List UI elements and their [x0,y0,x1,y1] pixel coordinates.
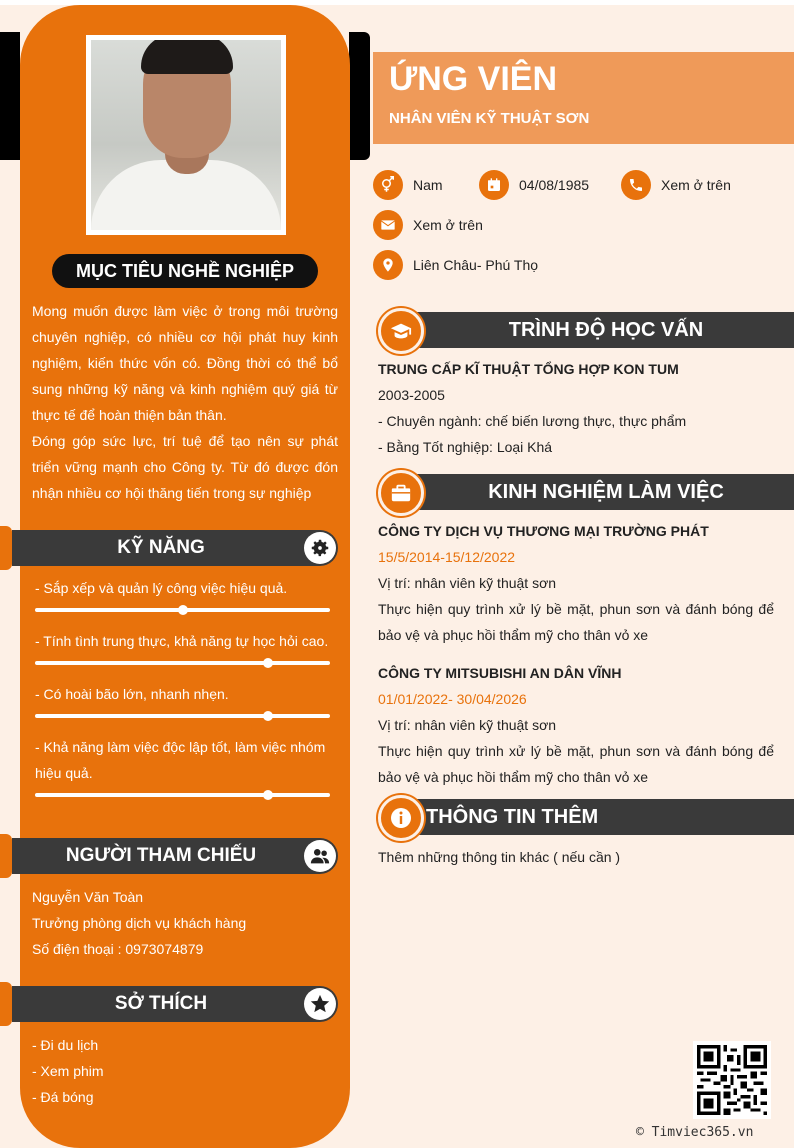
job-2-period: 01/01/2022- 30/04/2026 [378,691,527,707]
copyright: © Timviec365.vn [636,1125,754,1140]
decor-black-right [349,32,370,160]
graduation-cap-icon [378,308,424,354]
education-degree: - Bằng Tốt nghiệp: Loại Khá [378,439,553,455]
sidebar [20,5,350,1148]
education-title: TRÌNH ĐỘ HỌC VẤN [508,319,704,341]
star-icon [304,988,336,1020]
skill-4: - Khả năng làm việc độc lập tốt, làm việc nhóm hiệu quả. [35,739,326,781]
skill-3: - Có hoài bão lớn, nhanh nhẹn. [35,686,229,702]
hobbies-title: SỞ THÍCH [114,993,208,1014]
references-header [12,838,338,874]
address-value: Liên Châu- Phú Thọ [413,257,539,273]
contact-address [373,250,538,280]
users-icon [304,840,336,872]
skills-title: KỸ NĂNG [117,537,205,558]
qr-code [693,1041,771,1119]
contact-email [373,210,483,240]
education-period: 2003-2005 [378,387,445,403]
candidate-name: ỨNG VIÊN [389,60,558,98]
skills-header [12,530,338,566]
phone-value: Xem ở trên [661,177,731,193]
experience-title: KINH NGHIỆM LÀM VIỆC [488,481,724,503]
hobby-3: - Đá bóng [32,1089,94,1105]
job-1-company: CÔNG TY DỊCH VỤ THƯƠNG MẠI TRƯỜNG PHÁT [378,523,709,539]
hobbies-header [12,986,338,1022]
calendar-icon [479,170,509,200]
decor-tab-hobbies [0,982,12,1026]
skill-1-knob [178,605,188,615]
hobby-1: - Đi du lịch [32,1037,99,1053]
education-school: TRUNG CẤP KĨ THUẬT TỔNG HỢP KON TUM [378,361,679,377]
name-banner [373,52,794,144]
skill-1: - Sắp xếp và quản lý công việc hiệu quả. [35,580,288,596]
job-2-description: Thực hiện quy trình xử lý bề mặt, phun sơn và đánh bóng để bảo vệ và phục hồi thẩm mỹ cho thân vỏ xe [378,743,774,785]
experience-job-1 [378,518,774,648]
email-value: Xem ở trên [413,217,483,233]
education-entry [378,356,774,460]
skill-2-knob [263,658,273,668]
location-icon [373,250,403,280]
contact-phone [621,170,731,200]
additional-header [378,795,794,837]
job-1-position: Vị trí: nhân viên kỹ thuật sơn [378,575,557,591]
reference-position: Trưởng phòng dịch vụ khách hàng [32,915,247,931]
job-2-company: CÔNG TY MITSUBISHI AN DÂN VĨNH [378,665,622,681]
gear-icon [304,532,336,564]
references-title: NGƯỜI THAM CHIẾU [65,845,257,866]
objective-paragraph-2: Đóng góp sức lực, trí tuệ để tạo nên sự phát triển vững mạnh cho Công ty. Từ đó được đón nhận nhiều cơ hội thăng tiến trong sự nghiệp [32,433,338,501]
education-header [378,308,794,350]
gender-value: Nam [413,177,443,193]
reference-name: Nguyễn Văn Toàn [32,889,144,905]
education-major: - Chuyên ngành: chế biến lương thực, thực phẩm [378,413,687,429]
candidate-job-title: NHÂN VIÊN KỸ THUẬT SƠN [389,110,590,127]
skill-2-bar [35,661,330,665]
additional-text: Thêm những thông tin khác ( nếu cần ) [378,849,621,865]
skill-1-bar [35,608,330,612]
info-icon [378,795,424,841]
objective-title: MỤC TIÊU NGHỀ NGHIỆP [52,254,318,288]
skill-3-bar [35,714,330,718]
contact-gender [373,170,443,200]
experience-header [378,470,794,512]
additional-title: THÔNG TIN THÊM [426,806,599,828]
job-1-period: 15/5/2014-15/12/2022 [378,549,516,565]
experience-job-2 [378,660,774,790]
email-icon [373,210,403,240]
profile-photo [86,35,286,235]
skill-4-knob [263,790,273,800]
job-2-position: Vị trí: nhân viên kỹ thuật sơn [378,717,557,733]
decor-tab-skills [0,526,12,570]
skill-3-knob [263,711,273,721]
reference-phone: Số điện thoại : 0973074879 [32,941,204,957]
decor-tab-references [0,834,12,878]
skill-4-bar [35,793,330,797]
hobby-2: - Xem phim [32,1063,104,1079]
decor-black-left [0,32,20,160]
objective-paragraph-1: Mong muốn được làm việc ở trong môi trường chuyên nghiệp, có nhiều cơ hội phát huy kinh nghiệm, kiến thức vốn có. Đồng thời có thể bổ sung những kỹ năng và kinh nghiệm quý giá từ thực tế để hoàn thiện bản thân. [32,303,338,423]
contact-birthday [479,170,589,200]
job-1-description: Thực hiện quy trình xử lý bề mặt, phun sơn và đánh bóng để bảo vệ và phục hồi thẩm mỹ cho thân vỏ xe [378,601,774,643]
birthday-value: 04/08/1985 [519,177,590,193]
gender-icon [373,170,403,200]
skill-2: - Tính tình trung thực, khả năng tự học hỏi cao. [35,633,329,649]
cv-page [0,5,794,1148]
phone-icon [621,170,651,200]
briefcase-icon [378,470,424,516]
